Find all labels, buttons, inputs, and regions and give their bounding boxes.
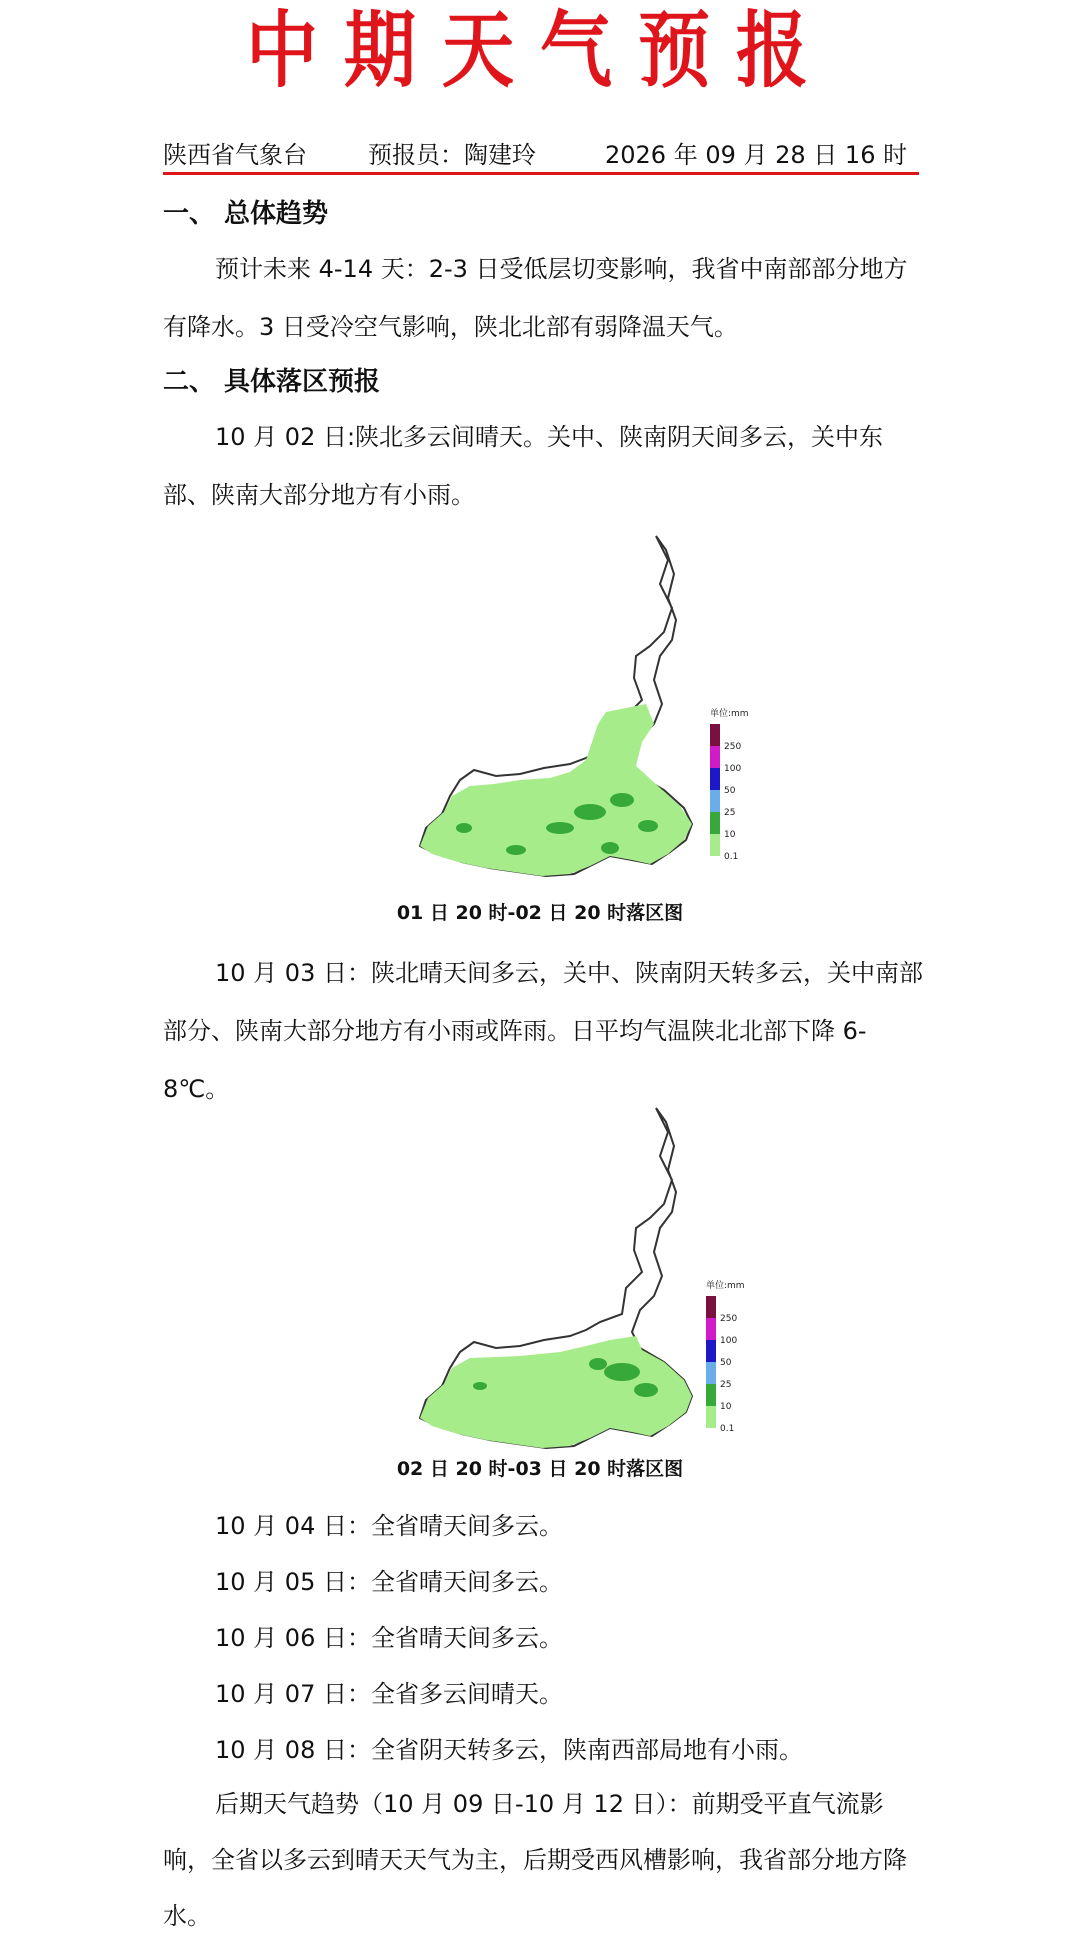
issue-datetime: 2026 年 09 月 28 日 16 时	[605, 141, 908, 169]
forecaster-name: 预报员：陶建玲	[368, 141, 536, 169]
trend-paragraph: 预计未来 4-14 天：2-3 日受低层切变影响，我省中南部部分地方有降水。3 日受冷空气影响，陕北北部有弱降温天气。	[163, 255, 908, 341]
legend-label-100: 100	[724, 764, 742, 774]
legend-swatch-0.1	[706, 1406, 716, 1428]
section-heading-areas: 二、 具体落区预报	[163, 367, 381, 397]
legend-label-250: 250	[720, 1314, 738, 1324]
forecast-day-06: 10 月 06 日：全省晴天间多云。	[215, 1624, 563, 1652]
forecast-day-02: 10 月 02 日:陕北多云间晴天。关中、陕南阴天间多云，关中东部、陕南大部分地方有小雨。	[163, 423, 884, 509]
document-header	[163, 138, 919, 175]
map-caption-2: 02 日 20 时-03 日 20 时落区图	[396, 1458, 684, 1480]
legend-label-100: 100	[720, 1336, 738, 1346]
precip-map-2	[410, 1100, 770, 1452]
outlook-paragraph: 后期天气趋势（10 月 09 日-10 月 12 日）：前期受平直气流影响，全省以多云到晴天天气为主，后期受西风槽影响，我省部分地方降水。	[163, 1790, 907, 1930]
legend-swatch-0.1	[710, 834, 720, 856]
map-legend	[706, 1279, 745, 1434]
forecast-day-08: 10 月 08 日：全省阴天转多云，陕南西部局地有小雨。	[215, 1736, 803, 1764]
legend-label-250: 250	[724, 742, 742, 752]
forecast-day-04: 10 月 04 日：全省晴天间多云。	[215, 1512, 563, 1540]
legend-swatch-10	[706, 1384, 716, 1406]
legend-swatch-50	[710, 768, 720, 790]
legend-label-25: 25	[724, 808, 736, 818]
precip-map-1	[410, 528, 770, 880]
legend-swatch-100	[706, 1318, 716, 1340]
legend-swatch-250	[710, 724, 720, 746]
legend-swatch-25	[706, 1362, 716, 1384]
legend-label-0.1: 0.1	[724, 852, 739, 862]
legend-label-0.1: 0.1	[720, 1424, 735, 1434]
legend-title: 单位:mm	[710, 709, 749, 719]
legend-swatch-50	[706, 1340, 716, 1362]
legend-label-10: 10	[720, 1402, 732, 1412]
forecast-day-03: 10 月 03 日：陕北晴天间多云，关中、陕南阴天转多云，关中南部部分、陕南大部分地方有小雨或阵雨。日平均气温陕北北部下降 6-8℃。	[163, 959, 923, 1103]
legend-swatch-100	[710, 746, 720, 768]
map-caption-1: 01 日 20 时-02 日 20 时落区图	[396, 902, 684, 924]
legend-title: 单位:mm	[706, 1281, 745, 1291]
forecast-day-07: 10 月 07 日：全省多云间晴天。	[215, 1680, 563, 1708]
legend-label-25: 25	[720, 1380, 732, 1390]
map-legend	[710, 707, 749, 862]
legend-label-50: 50	[724, 786, 736, 796]
legend-swatch-25	[710, 790, 720, 812]
agency-name: 陕西省气象台	[163, 141, 307, 169]
legend-swatch-10	[710, 812, 720, 834]
legend-label-50: 50	[720, 1358, 732, 1368]
legend-swatch-250	[706, 1296, 716, 1318]
section-heading-trend: 一、 总体趋势	[163, 199, 329, 229]
forecast-day-05: 10 月 05 日：全省晴天间多云。	[215, 1568, 563, 1596]
document-title: 中期天气预报	[245, 0, 834, 99]
legend-label-10: 10	[724, 830, 736, 840]
